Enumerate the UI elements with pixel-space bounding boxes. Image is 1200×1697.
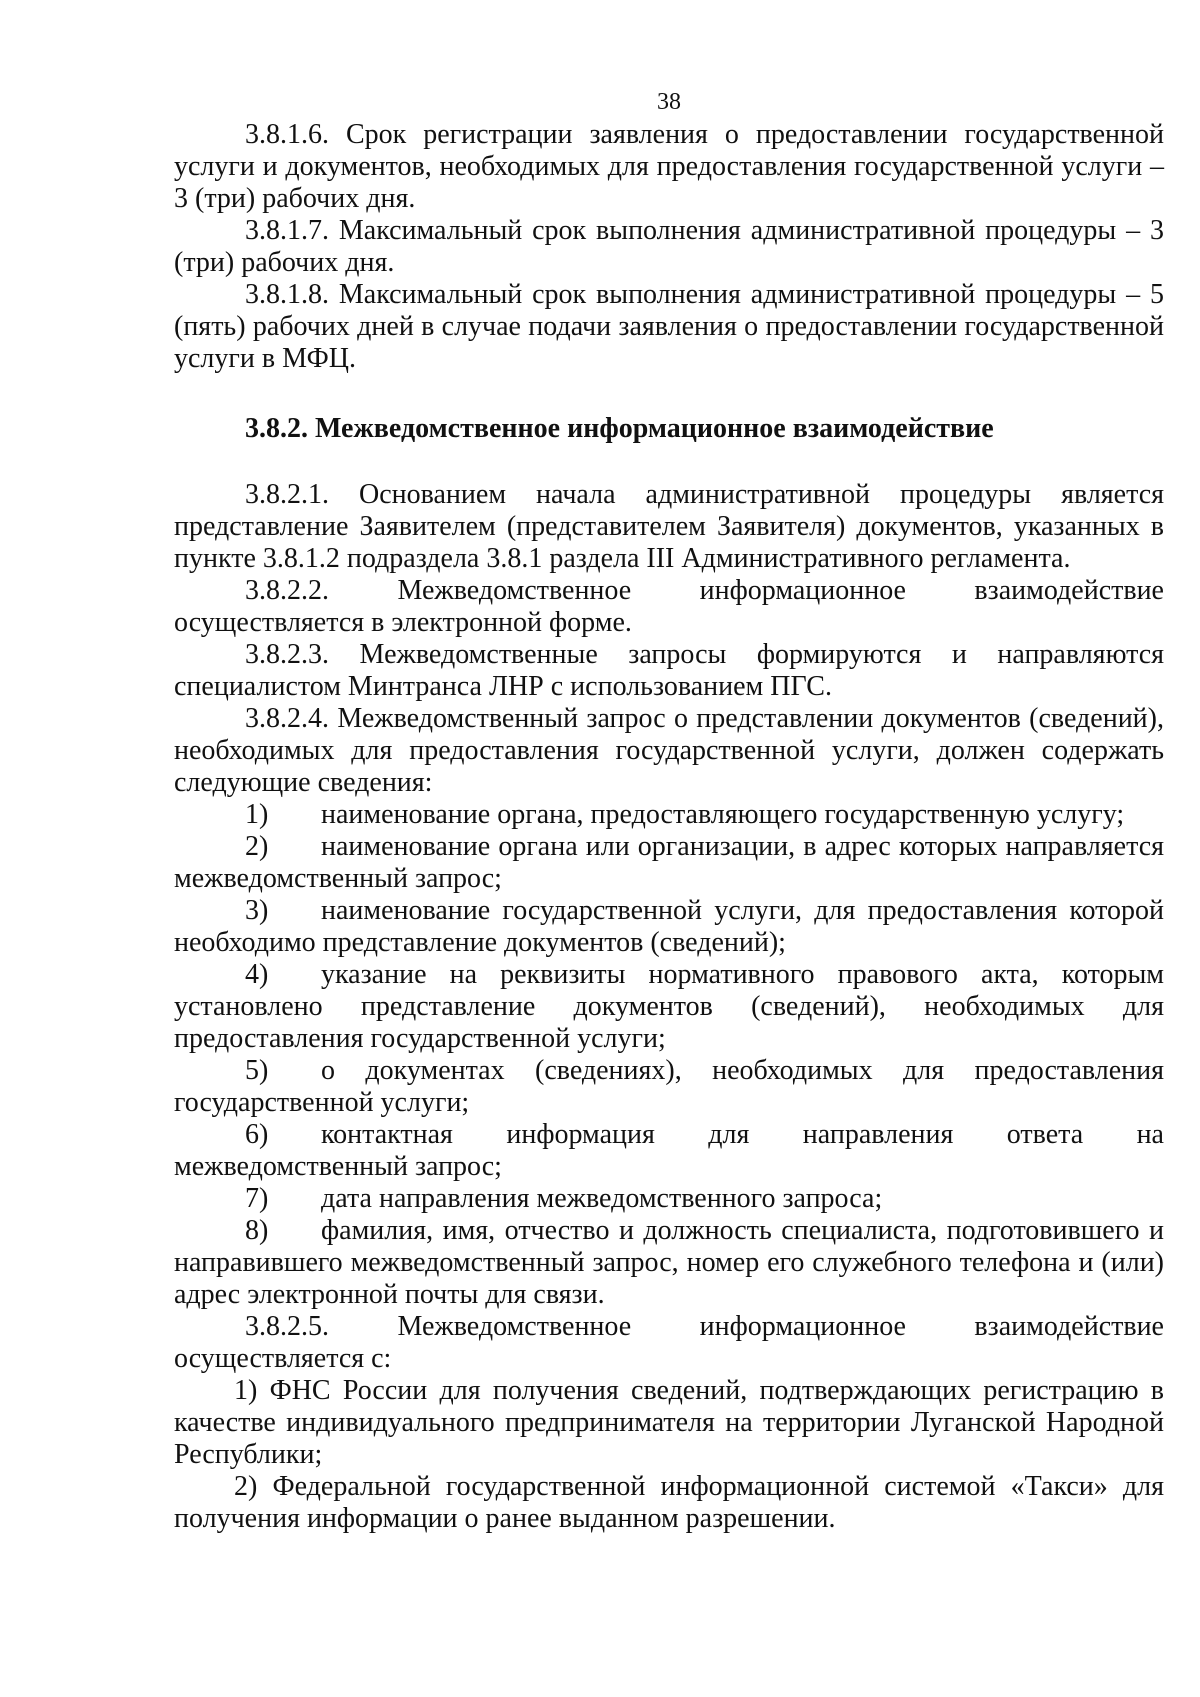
list-item-text: наименование государственной услуги, для предоставления которой необходимо представление документов (сведений); (174, 895, 1164, 958)
list-item (174, 831, 1164, 895)
list-item-text: наименование органа, предоставляющего государственную услугу; (321, 799, 1125, 830)
paragraph-3-8-1-7: 3.8.1.7. Максимальный срок выполнения административной процедуры – 3 (три) рабочих дня. (174, 215, 1164, 278)
list-item-text: дата направления межведомственного запроса; (321, 1183, 883, 1214)
paragraph-3-8-2-3: 3.8.2.3. Межведомственные запросы формируются и направляются специалистом Минтранса ЛНР с использованием ПГС. (174, 639, 1164, 702)
list-item (174, 1183, 1164, 1215)
paragraph-3-8-1-6: 3.8.1.6. Срок регистрации заявления о предоставлении государственной услуги и документов, необходимых для предоставления государственной услуги – 3 (три) рабочих дня. (174, 119, 1164, 214)
subitem-taxi-system: 2) Федеральной государственной информационной системой «Такси» для получения информации о ранее выданном разрешении. (174, 1471, 1164, 1534)
list-item-number: 3) (245, 895, 269, 926)
list-item-number: 4) (245, 959, 269, 990)
paragraph-3-8-1-8: 3.8.1.8. Максимальный срок выполнения административной процедуры – 5 (пять) рабочих дней в случае подачи заявления о предоставлении государственной услуги в МФЦ. (174, 279, 1164, 374)
list-item-number: 8) (245, 1215, 269, 1246)
requirements-list (174, 799, 1164, 1311)
list-item (174, 1055, 1164, 1119)
section-3-8-1-tail (174, 119, 1164, 375)
list-item-number: 7) (245, 1183, 269, 1214)
list-item (174, 1119, 1164, 1183)
list-item (174, 895, 1164, 959)
list-item-text: наименование органа или организации, в адрес которых направляется межведомственный запрос; (174, 831, 1164, 894)
section-heading-3-8-2: 3.8.2. Межведомственное информационное взаимодействие (245, 413, 994, 444)
list-item-text: указание на реквизиты нормативного правового акта, которым установлено представление документов (сведений), необходимых для предоставления государственной услуги; (174, 959, 1164, 1054)
list-item-text: о документах (сведениях), необходимых для предоставления государственной услуги; (174, 1055, 1164, 1118)
list-item-number: 6) (245, 1119, 269, 1150)
paragraph-3-8-2-1: 3.8.2.1. Основанием начала административной процедуры является представление Заявителем (представителем Заявителя) документов, указанных в пункте 3.8.1.2 подраздела 3.8.1 раздела III Административного регламента. (174, 479, 1164, 574)
list-item-number: 5) (245, 1055, 269, 1086)
section-3-8-2-body (174, 479, 1164, 1535)
list-item-number: 1) (245, 799, 269, 830)
page-number: 38 (657, 89, 681, 115)
list-item-number: 2) (245, 831, 269, 862)
list-item-text: контактная информация для направления ответа на межведомственный запрос; (174, 1119, 1164, 1182)
list-item (174, 959, 1164, 1055)
paragraph-3-8-2-4: 3.8.2.4. Межведомственный запрос о представлении документов (сведений), необходимых для предоставления государственной услуги, должен содержать следующие сведения: (174, 703, 1164, 798)
paragraph-3-8-2-5: 3.8.2.5. Межведомственное информационное взаимодействие осуществляется с: (174, 1311, 1164, 1374)
list-item (174, 799, 1164, 831)
paragraph-3-8-2-2: 3.8.2.2. Межведомственное информационное взаимодействие осуществляется в электронной форме. (174, 575, 1164, 638)
subitem-fns: 1) ФНС России для получения сведений, подтверждающих регистрацию в качестве индивидуального предпринимателя на территории Луганской Народной Республики; (174, 1375, 1164, 1470)
list-item (174, 1215, 1164, 1311)
list-item-text: фамилия, имя, отчество и должность специалиста, подготовившего и направившего межведомственный запрос, номер его служебного телефона и (или) адрес электронной почты для связи. (174, 1215, 1164, 1310)
